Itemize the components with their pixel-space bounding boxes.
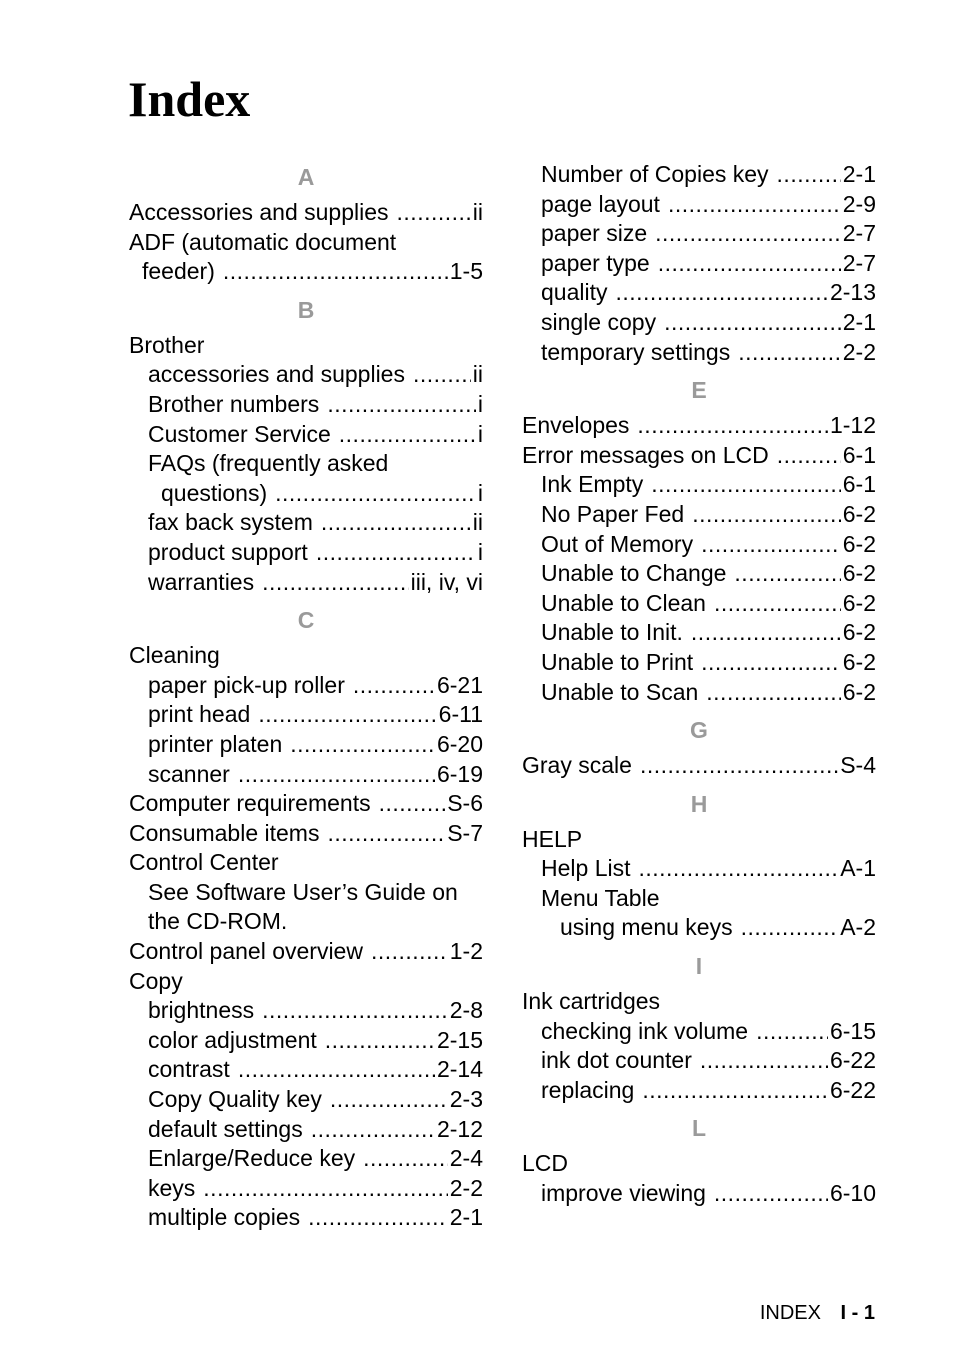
index-entry — [522, 751, 876, 781]
index-entry-term: ink dot counter — [541, 1047, 692, 1074]
index-entry-page: 6-20 — [436, 730, 483, 757]
index-entry — [129, 760, 483, 790]
index-entry-page: 6-10 — [829, 1180, 876, 1207]
dot-leader — [637, 411, 828, 441]
index-entry-term: Brother — [129, 331, 205, 358]
dot-leader — [397, 198, 471, 228]
index-entry — [522, 190, 876, 220]
index-entry-term: page layout — [541, 190, 660, 217]
dot-leader — [325, 1026, 435, 1056]
index-entry-page: 2-14 — [436, 1056, 483, 1083]
dot-leader — [706, 678, 840, 708]
index-entry-term: brightness — [148, 997, 255, 1024]
index-entry-term: See Software User’s Guide on — [148, 878, 458, 905]
index-entry — [129, 1144, 483, 1174]
dot-leader — [330, 1085, 448, 1115]
index-entry-page: ii — [472, 361, 483, 388]
index-entry-term: using menu keys — [560, 914, 733, 941]
dot-leader — [714, 589, 841, 619]
index-entry — [129, 937, 483, 967]
dot-leader — [238, 1055, 435, 1085]
index-entry — [522, 308, 876, 338]
dot-leader — [308, 1203, 448, 1233]
index-entry-term: paper type — [541, 249, 650, 276]
index-entry-term: accessories and supplies — [148, 361, 405, 388]
dot-leader — [640, 751, 838, 781]
index-entry — [129, 508, 483, 538]
page-footer — [760, 1301, 875, 1325]
dot-leader — [316, 538, 476, 568]
index-entry-page: 6-2 — [842, 500, 876, 527]
index-entry — [522, 1017, 876, 1047]
index-entry-term: paper size — [541, 220, 648, 247]
dot-leader — [691, 618, 841, 648]
index-entry-page: iii, iv, vi — [410, 568, 483, 595]
index-entry-term: Gray scale — [522, 752, 632, 779]
index-entry — [522, 1076, 876, 1106]
index-entry — [522, 913, 876, 943]
index-entry-term: printer platen — [148, 730, 283, 757]
index-entry-term: Control panel overview — [129, 938, 363, 965]
index-entry — [522, 1149, 876, 1179]
dot-leader — [339, 420, 476, 450]
page-title: Index — [128, 71, 251, 127]
index-entry — [522, 278, 876, 308]
index-entry-term: temporary settings — [541, 338, 731, 365]
dot-leader — [668, 190, 841, 220]
index-entry-term: Unable to Print — [541, 648, 694, 675]
index-entry — [129, 1026, 483, 1056]
dot-leader — [777, 160, 841, 190]
index-entry-page: 1-5 — [449, 258, 483, 285]
index-entry — [129, 907, 483, 937]
index-entry-page: 2-4 — [449, 1145, 483, 1172]
index-entry-page: 2-1 — [842, 161, 876, 187]
index-entry-term: HELP — [522, 825, 583, 852]
index-entry-term: Unable to Init. — [541, 619, 683, 646]
index-entry-term: Copy — [129, 967, 183, 994]
index-entry-term: Number of Copies key — [541, 161, 769, 187]
index-entry-term: color adjustment — [148, 1026, 317, 1053]
index-entry-term: the CD-ROM. — [148, 908, 288, 935]
index-entry — [129, 1115, 483, 1145]
index-entry — [129, 228, 483, 258]
index-entry-page: i — [477, 538, 483, 565]
index-letter-heading: G — [690, 717, 708, 744]
index-entry — [522, 441, 876, 471]
index-entry-page: S-4 — [840, 752, 876, 779]
index-entry-page: 6-1 — [842, 471, 876, 498]
index-entry-term: Computer requirements — [129, 790, 371, 817]
index-entry-term: Help List — [541, 855, 631, 882]
index-entry-term: Ink cartridges — [522, 988, 661, 1015]
index-entry-page: 6-2 — [842, 648, 876, 675]
index-entry — [129, 641, 483, 671]
index-entry-term: LCD — [522, 1150, 569, 1177]
index-entry — [129, 449, 483, 479]
index-entry-page: 2-2 — [449, 1174, 483, 1201]
dot-leader — [262, 996, 448, 1026]
dot-leader — [290, 730, 435, 760]
index-entry — [129, 730, 483, 760]
index-letter-heading: A — [297, 164, 315, 190]
index-entry-term: scanner — [148, 760, 230, 787]
dot-leader — [262, 568, 408, 598]
index-entry-page: 2-3 — [449, 1086, 483, 1113]
index-entry — [522, 530, 876, 560]
dot-leader — [203, 1174, 447, 1204]
index-entry-term: Ink Empty — [541, 471, 644, 498]
index-entry — [522, 618, 876, 648]
index-entry-term: Unable to Scan — [541, 678, 699, 705]
index-entry-term: Brother numbers — [148, 390, 320, 417]
dot-leader — [738, 338, 841, 368]
index-entry-term: contrast — [148, 1056, 230, 1083]
index-entry-page: 6-11 — [438, 701, 483, 728]
index-entry — [522, 987, 876, 1017]
index-entry-page: 2-1 — [449, 1204, 483, 1231]
index-entry — [522, 219, 876, 249]
dot-leader — [701, 530, 841, 560]
index-entry-term: improve viewing — [541, 1180, 706, 1207]
index-entry-term: checking ink volume — [541, 1017, 749, 1044]
index-entry — [129, 996, 483, 1026]
index-entry-term: Copy Quality key — [148, 1086, 322, 1113]
index-entry-page: i — [477, 420, 483, 447]
index-entry — [129, 538, 483, 568]
index-entry-page: 6-2 — [842, 678, 876, 705]
index-entry — [129, 1085, 483, 1115]
index-entry — [129, 568, 483, 598]
dot-leader — [371, 937, 448, 967]
index-entry — [129, 198, 483, 228]
dot-leader — [413, 360, 471, 390]
index-letter-heading: L — [691, 1115, 707, 1142]
dot-leader — [692, 500, 841, 530]
index-entry — [129, 360, 483, 390]
dot-leader — [734, 559, 840, 589]
dot-leader — [363, 1144, 448, 1174]
index-letter-heading: H — [690, 790, 708, 817]
index-letter-heading: B — [297, 296, 315, 323]
dot-leader — [353, 671, 435, 701]
index-entry — [129, 671, 483, 701]
dot-leader — [258, 700, 436, 730]
dot-leader — [275, 479, 476, 509]
index-entry-page: A-2 — [840, 914, 876, 941]
index-entry-page: 6-2 — [842, 530, 876, 557]
index-entry-page: 2-2 — [842, 338, 876, 365]
index-entry-term: Customer Service — [148, 420, 331, 447]
index-entry-term: questions) — [161, 479, 268, 506]
index-entry-page: 2-8 — [449, 997, 483, 1024]
index-entry — [129, 331, 483, 361]
index-entry-page: 6-22 — [829, 1047, 876, 1074]
index-entry — [129, 878, 483, 908]
dot-leader — [638, 854, 838, 884]
index-column-right — [522, 160, 876, 1209]
index-entry — [522, 559, 876, 589]
index-entry-page: ii — [472, 199, 483, 225]
footer-section-label: INDEX — [759, 1302, 821, 1324]
index-entry — [522, 854, 876, 884]
index-entry-page: 2-7 — [842, 249, 876, 276]
index-entry-term: paper pick-up roller — [148, 671, 345, 698]
index-entry — [129, 479, 483, 509]
index-entry-page: S-6 — [447, 790, 483, 817]
index-entry — [129, 390, 483, 420]
index-entry-page: 6-22 — [829, 1076, 876, 1103]
index-entry-page: 2-13 — [829, 279, 876, 306]
index-entry-term: Control Center — [129, 849, 279, 876]
dot-leader — [615, 278, 827, 308]
index-entry-term: FAQs (frequently asked — [148, 450, 389, 477]
index-letter-heading: E — [691, 377, 707, 404]
index-entry — [522, 648, 876, 678]
index-entry-page: i — [477, 390, 483, 417]
index-letter-heading: C — [297, 607, 315, 634]
index-entry — [522, 589, 876, 619]
index-entry-term: Cleaning — [129, 642, 220, 669]
index-entry-term: product support — [148, 538, 308, 565]
dot-leader — [756, 1017, 828, 1047]
index-entry — [129, 848, 483, 878]
index-entry-page: ii — [472, 509, 483, 536]
index-entry — [522, 884, 876, 914]
index-entry-page: 6-1 — [842, 441, 876, 468]
index-column-left — [129, 160, 483, 1233]
dot-leader — [223, 257, 448, 287]
dot-leader — [311, 1115, 435, 1145]
index-entry-page: 2-9 — [842, 190, 876, 217]
index-entry-page: 2-1 — [842, 308, 876, 335]
index-entry-term: feeder) — [142, 258, 215, 285]
index-entry-page: 2-12 — [436, 1115, 483, 1142]
dot-leader — [321, 508, 471, 538]
index-entry — [129, 1055, 483, 1085]
index-entry-page: 6-21 — [436, 671, 483, 698]
index-entry — [522, 678, 876, 708]
index-entry-term: replacing — [541, 1076, 635, 1103]
index-entry-term: Unable to Clean — [541, 589, 706, 616]
dot-leader — [701, 648, 841, 678]
index-entry — [522, 411, 876, 441]
index-entry-term: Enlarge/Reduce key — [148, 1145, 356, 1172]
index-entry-term: Accessories and supplies — [129, 199, 389, 225]
index-entry-term: Error messages on LCD — [522, 441, 769, 468]
index-entry-page: 2-15 — [436, 1026, 483, 1053]
dot-leader — [327, 819, 445, 849]
index-entry — [129, 789, 483, 819]
index-entry-term: No Paper Fed — [541, 500, 685, 527]
index-entry — [129, 700, 483, 730]
index-letter-heading: I — [695, 953, 703, 980]
index-entry — [129, 1203, 483, 1233]
index-entry-term: single copy — [541, 308, 657, 335]
index-entry — [522, 470, 876, 500]
index-entry-term: Unable to Change — [541, 560, 727, 587]
dot-leader — [777, 441, 841, 471]
index-entry — [522, 500, 876, 530]
index-entry — [522, 1179, 876, 1209]
dot-leader — [642, 1076, 828, 1106]
index-entry — [522, 338, 876, 368]
index-entry-term: default settings — [148, 1115, 303, 1142]
index-entry — [522, 1046, 876, 1076]
dot-leader — [714, 1179, 828, 1209]
dot-leader — [700, 1046, 828, 1076]
dot-leader — [327, 390, 476, 420]
dot-leader — [741, 913, 839, 943]
dot-leader — [379, 789, 446, 819]
index-entry-term: fax back system — [148, 509, 313, 536]
index-entry-term: ADF (automatic document — [129, 228, 397, 255]
index-entry-page: 6-2 — [842, 589, 876, 616]
index-entry — [129, 819, 483, 849]
index-entry-term: Envelopes — [522, 412, 630, 439]
index-entry-term: Menu Table — [541, 884, 660, 911]
index-entry-page: 1-12 — [829, 412, 876, 439]
index-entry-term: Out of Memory — [541, 530, 694, 557]
footer-page-number: I - 1 — [840, 1302, 875, 1324]
index-entry-page: i — [477, 479, 483, 506]
index-entry-term: Consumable items — [129, 819, 320, 846]
index-entry-page: S-7 — [447, 819, 483, 846]
index-entry-page: 6-19 — [436, 760, 483, 787]
index-entry-page: A-1 — [840, 855, 876, 882]
index-entry — [522, 249, 876, 279]
index-entry-term: print head — [148, 701, 251, 728]
index-entry-page: 6-15 — [829, 1017, 876, 1044]
dot-leader — [238, 760, 435, 790]
index-entry — [522, 825, 876, 855]
dot-leader — [658, 249, 841, 279]
index-entry — [129, 257, 483, 287]
index-entry — [522, 160, 876, 190]
index-entry-page: 6-2 — [842, 560, 876, 587]
dot-leader — [664, 308, 841, 338]
index-entry-term: warranties — [148, 568, 255, 595]
index-entry — [129, 1174, 483, 1204]
index-entry — [129, 420, 483, 450]
index-entry-page: 1-2 — [449, 938, 483, 965]
index-entry-page: 2-7 — [842, 220, 876, 247]
index-entry-term: quality — [541, 279, 608, 306]
dot-leader — [651, 470, 840, 500]
index-entry-term: multiple copies — [148, 1204, 301, 1231]
index-entry-term: keys — [148, 1174, 196, 1201]
index-entry-page: 6-2 — [842, 619, 876, 646]
index-entry — [129, 967, 483, 997]
dot-leader — [655, 219, 841, 249]
